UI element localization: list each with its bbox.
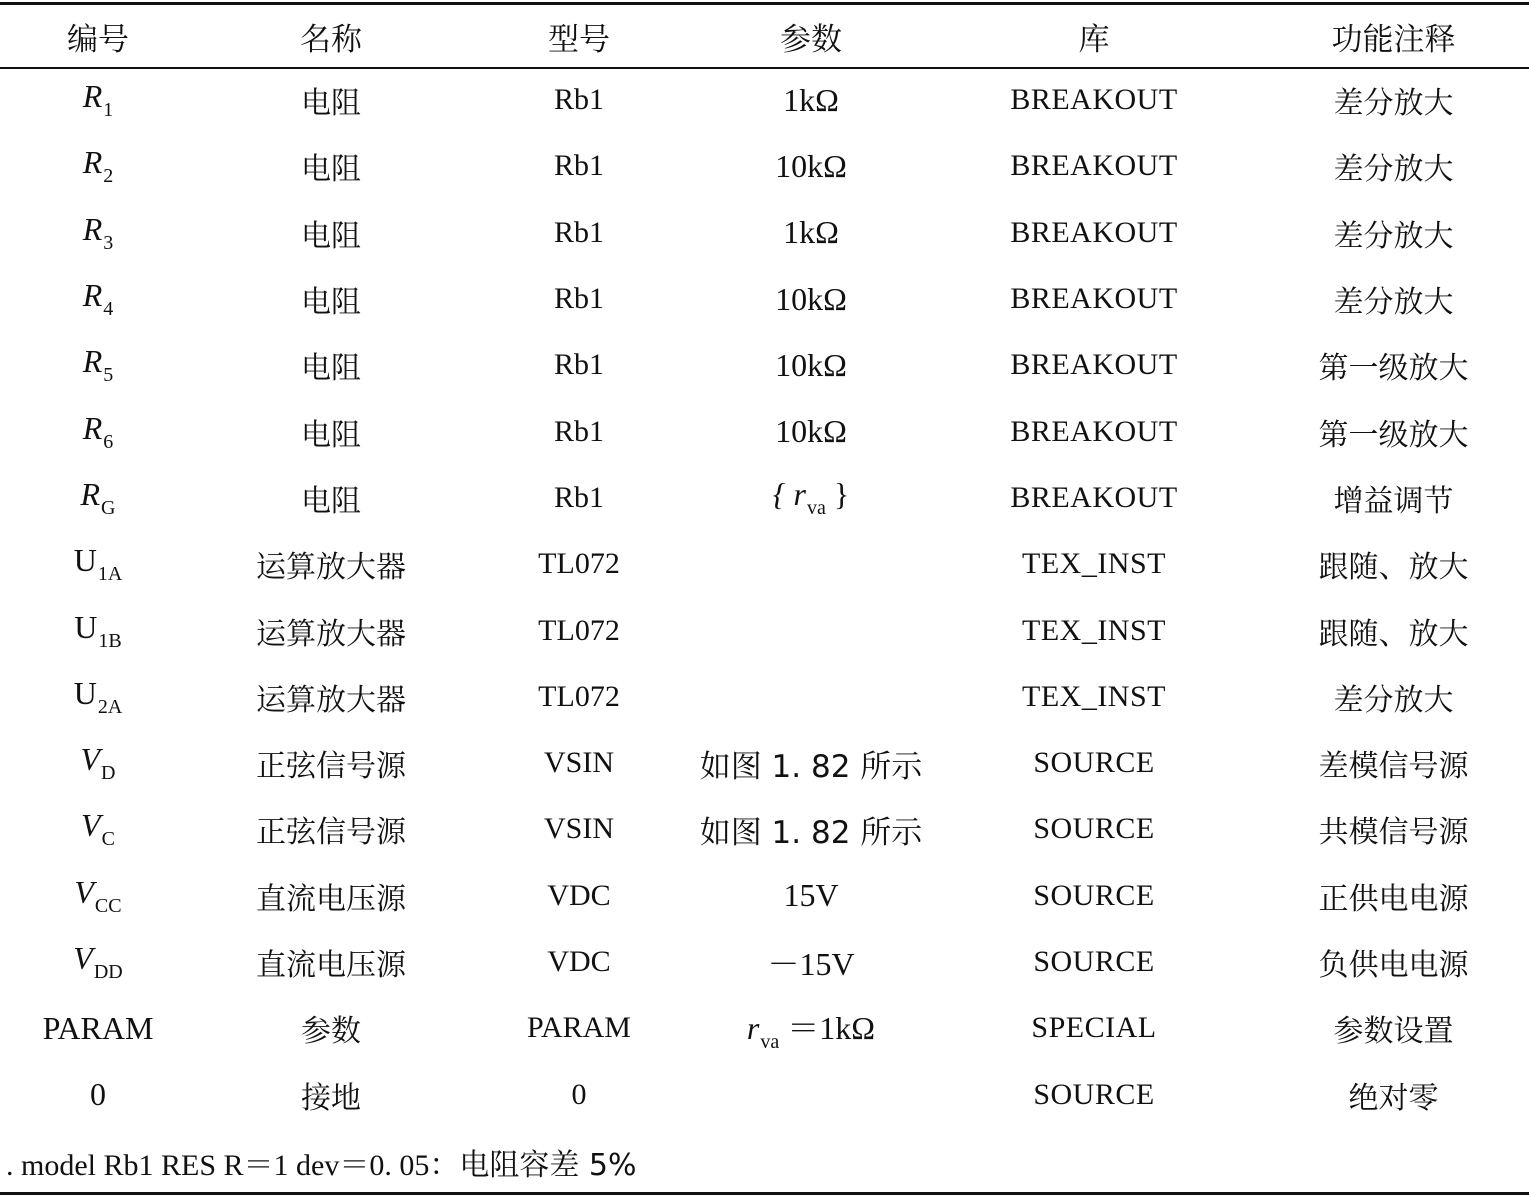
component-symbol: U — [74, 608, 98, 645]
table-row — [0, 133, 1529, 199]
component-subscript: 3 — [103, 231, 114, 254]
cell-id — [0, 597, 196, 663]
component-subscript: 4 — [103, 298, 114, 321]
component-symbol: V — [74, 873, 94, 910]
table-row — [0, 67, 1529, 133]
cell-library: BREAKOUT — [1010, 480, 1178, 514]
cell-library: BREAKOUT — [1010, 149, 1178, 183]
cell-parameter — [692, 1061, 930, 1127]
cell-name: 直流电压源 — [256, 948, 406, 983]
cell-library: BREAKOUT — [1010, 348, 1178, 382]
cell-library: TEX_INST — [1022, 547, 1166, 581]
table-row — [0, 730, 1529, 796]
component-symbol: R — [82, 343, 103, 380]
cell-model: Rb1 — [553, 282, 604, 316]
component-subscript: C — [101, 828, 115, 851]
cell-name: 正弦信号源 — [256, 749, 406, 785]
cell-model: VDC — [547, 878, 611, 912]
component-subscript: 5 — [103, 364, 114, 387]
cell-parameter — [692, 664, 930, 730]
component-symbol: R — [82, 409, 103, 446]
cell-library: SOURCE — [1033, 945, 1155, 978]
cell-name: 接地 — [301, 1080, 361, 1116]
cell-id — [0, 465, 196, 531]
cell-parameter — [692, 465, 930, 531]
cell-function: 负供电电源 — [1318, 948, 1469, 983]
cell-id — [0, 531, 196, 597]
cell-name: 电阻 — [301, 351, 361, 387]
cell-name: 电阻 — [301, 86, 361, 122]
cell-function: 差分放大 — [1333, 682, 1454, 718]
table-row — [0, 1061, 1529, 1127]
cell-library: SOURCE — [1033, 1077, 1155, 1111]
component-subscript: 2A — [97, 695, 123, 718]
cell-function: 正供电电源 — [1318, 881, 1469, 917]
component-symbol: R — [82, 78, 103, 115]
component-subscript: D — [101, 762, 116, 785]
component-subscript: CC — [94, 894, 122, 917]
cell-id — [0, 1061, 196, 1127]
cell-model: TL072 — [538, 547, 620, 581]
component-symbol: V — [80, 741, 101, 778]
table-row — [0, 465, 1529, 531]
cell-function: 增益调节 — [1333, 483, 1454, 519]
cell-library: BREAKOUT — [1010, 83, 1178, 117]
cell-name: 参数 — [301, 1014, 361, 1050]
component-subscript: DD — [93, 961, 123, 983]
cell-library: BREAKOUT — [1010, 215, 1178, 249]
model-description: 电阻容差 5% — [459, 1148, 637, 1183]
header-function: 功能注释 — [1331, 21, 1456, 58]
cell-model: VDC — [547, 945, 611, 978]
component-symbol: 0 — [90, 1076, 106, 1113]
parameter-value: 如图 1. 82 所示 — [699, 814, 923, 851]
cell-parameter — [692, 67, 930, 133]
cell-name: 电阻 — [301, 417, 361, 453]
cell-name: 电阻 — [301, 152, 361, 188]
table-row — [0, 266, 1529, 332]
parameter-subscript: va — [760, 1030, 780, 1053]
cell-model: 0 — [571, 1077, 587, 1111]
component-subscript: 6 — [103, 430, 114, 453]
component-symbol: U — [73, 542, 97, 579]
cell-function: 参数设置 — [1333, 1014, 1454, 1050]
header-model: 型号 — [548, 21, 610, 58]
cell-name: 运算放大器 — [256, 682, 406, 718]
parameter-value: 10kΩ — [775, 346, 847, 383]
table-row — [0, 995, 1529, 1061]
table-row — [0, 597, 1529, 663]
cell-name: 运算放大器 — [256, 550, 406, 586]
component-subscript: 1A — [97, 563, 123, 586]
cell-library: SOURCE — [1033, 878, 1155, 912]
table-row — [0, 332, 1529, 398]
cell-function: 第一级放大 — [1318, 417, 1469, 453]
parameter-value: －15V — [767, 946, 855, 982]
cell-parameter — [692, 995, 930, 1061]
cell-id — [0, 133, 196, 199]
table-row — [0, 664, 1529, 730]
cell-model: VSIN — [543, 746, 614, 780]
component-subscript: 1B — [98, 629, 122, 652]
cell-function: 跟随、放大 — [1318, 550, 1469, 586]
cell-library: BREAKOUT — [1010, 282, 1178, 316]
model-note — [6, 1145, 636, 1185]
parameter-value: 10kΩ — [775, 413, 847, 450]
parameter-value: 10kΩ — [775, 280, 847, 317]
parameter-value: { r — [772, 475, 806, 512]
cell-model: PARAM — [527, 1011, 631, 1045]
parameter-value: r — [746, 1009, 760, 1046]
component-table — [0, 5, 1529, 1128]
cell-name: 电阻 — [301, 285, 361, 321]
table-row — [0, 929, 1529, 995]
parameter-value: 10kΩ — [775, 147, 847, 184]
model-definition: . model Rb1 RES R＝1 dev＝0. 05 — [6, 1149, 430, 1182]
component-symbol: V — [73, 940, 93, 976]
header-id: 编号 — [67, 21, 129, 58]
cell-id — [0, 332, 196, 398]
cell-name: 直流电压源 — [256, 881, 406, 917]
cell-function: 差分放大 — [1333, 285, 1454, 321]
cell-function: 绝对零 — [1348, 1080, 1439, 1116]
cell-library: TEX_INST — [1022, 613, 1166, 647]
cell-model: Rb1 — [553, 215, 604, 249]
cell-function: 差分放大 — [1333, 86, 1454, 122]
table-row — [0, 796, 1529, 862]
cell-function: 跟随、放大 — [1318, 616, 1469, 652]
cell-function: 第一级放大 — [1318, 351, 1469, 387]
cell-model: Rb1 — [553, 348, 604, 382]
cell-id — [0, 266, 196, 332]
table-row — [0, 531, 1529, 597]
parameter-value: 1kΩ — [783, 81, 839, 118]
cell-model: TL072 — [538, 613, 620, 647]
cell-id — [0, 67, 196, 133]
cell-model: TL072 — [538, 679, 620, 713]
cell-function: 共模信号源 — [1318, 815, 1469, 851]
cell-parameter — [692, 398, 930, 464]
parameter-value: 15V — [783, 877, 839, 914]
cell-function: 差分放大 — [1333, 218, 1454, 254]
parameter-tail: } — [825, 475, 850, 512]
component-subscript: 1 — [103, 99, 114, 122]
table-header — [0, 5, 1529, 67]
component-symbol: R — [82, 277, 103, 314]
parameter-value: 如图 1. 82 所示 — [699, 748, 923, 785]
cell-library: TEX_INST — [1022, 679, 1166, 713]
cell-parameter — [692, 863, 930, 929]
cell-id — [0, 995, 196, 1061]
cell-name: 电阻 — [301, 218, 361, 254]
cell-id — [0, 730, 196, 796]
cell-name: 正弦信号源 — [256, 815, 406, 851]
table-body — [0, 67, 1529, 1128]
parameter-subscript: va — [807, 496, 826, 519]
cell-id — [0, 200, 196, 266]
cell-id — [0, 398, 196, 464]
component-symbol: V — [81, 807, 101, 844]
cell-id — [0, 863, 196, 929]
cell-parameter — [692, 266, 930, 332]
cell-model: Rb1 — [553, 83, 604, 117]
component-symbol: PARAM — [42, 1009, 154, 1046]
cell-model: VSIN — [543, 812, 614, 846]
cell-id — [0, 664, 196, 730]
cell-function: 差分放大 — [1333, 152, 1454, 188]
header-row — [0, 5, 1529, 67]
parameter-tail: ＝1kΩ — [779, 1009, 876, 1046]
component-symbol: U — [73, 674, 97, 711]
component-symbol: R — [82, 144, 103, 181]
table-row — [0, 398, 1529, 464]
cell-library: SOURCE — [1033, 746, 1155, 780]
cell-name: 电阻 — [301, 483, 361, 519]
cell-parameter — [692, 200, 930, 266]
component-subscript: G — [101, 496, 116, 519]
cell-function: 差模信号源 — [1318, 749, 1469, 785]
component-symbol: R — [80, 475, 101, 512]
table-row — [0, 863, 1529, 929]
table-row — [0, 200, 1529, 266]
cell-model: Rb1 — [553, 414, 604, 448]
cell-parameter — [692, 133, 930, 199]
parameter-value: 1kΩ — [783, 214, 839, 251]
cell-id — [0, 929, 196, 995]
cell-name: 运算放大器 — [256, 616, 406, 652]
model-separator: ： — [429, 1148, 460, 1183]
cell-id — [0, 796, 196, 862]
cell-model: Rb1 — [553, 480, 604, 514]
cell-parameter — [692, 730, 930, 796]
cell-library: SPECIAL — [1031, 1011, 1157, 1045]
table-bottom-rule — [0, 1192, 1529, 1195]
header-parameter: 参数 — [780, 21, 842, 58]
cell-library: SOURCE — [1033, 812, 1155, 846]
cell-model: Rb1 — [553, 149, 604, 183]
cell-parameter — [692, 332, 930, 398]
cell-parameter — [692, 531, 930, 597]
cell-parameter — [692, 929, 930, 995]
cell-parameter — [692, 796, 930, 862]
header-library: 库 — [1078, 21, 1110, 58]
header-name: 名称 — [300, 21, 362, 58]
cell-library: BREAKOUT — [1010, 414, 1178, 448]
component-subscript: 2 — [103, 165, 114, 188]
cell-parameter — [692, 597, 930, 663]
component-symbol: R — [82, 210, 103, 247]
